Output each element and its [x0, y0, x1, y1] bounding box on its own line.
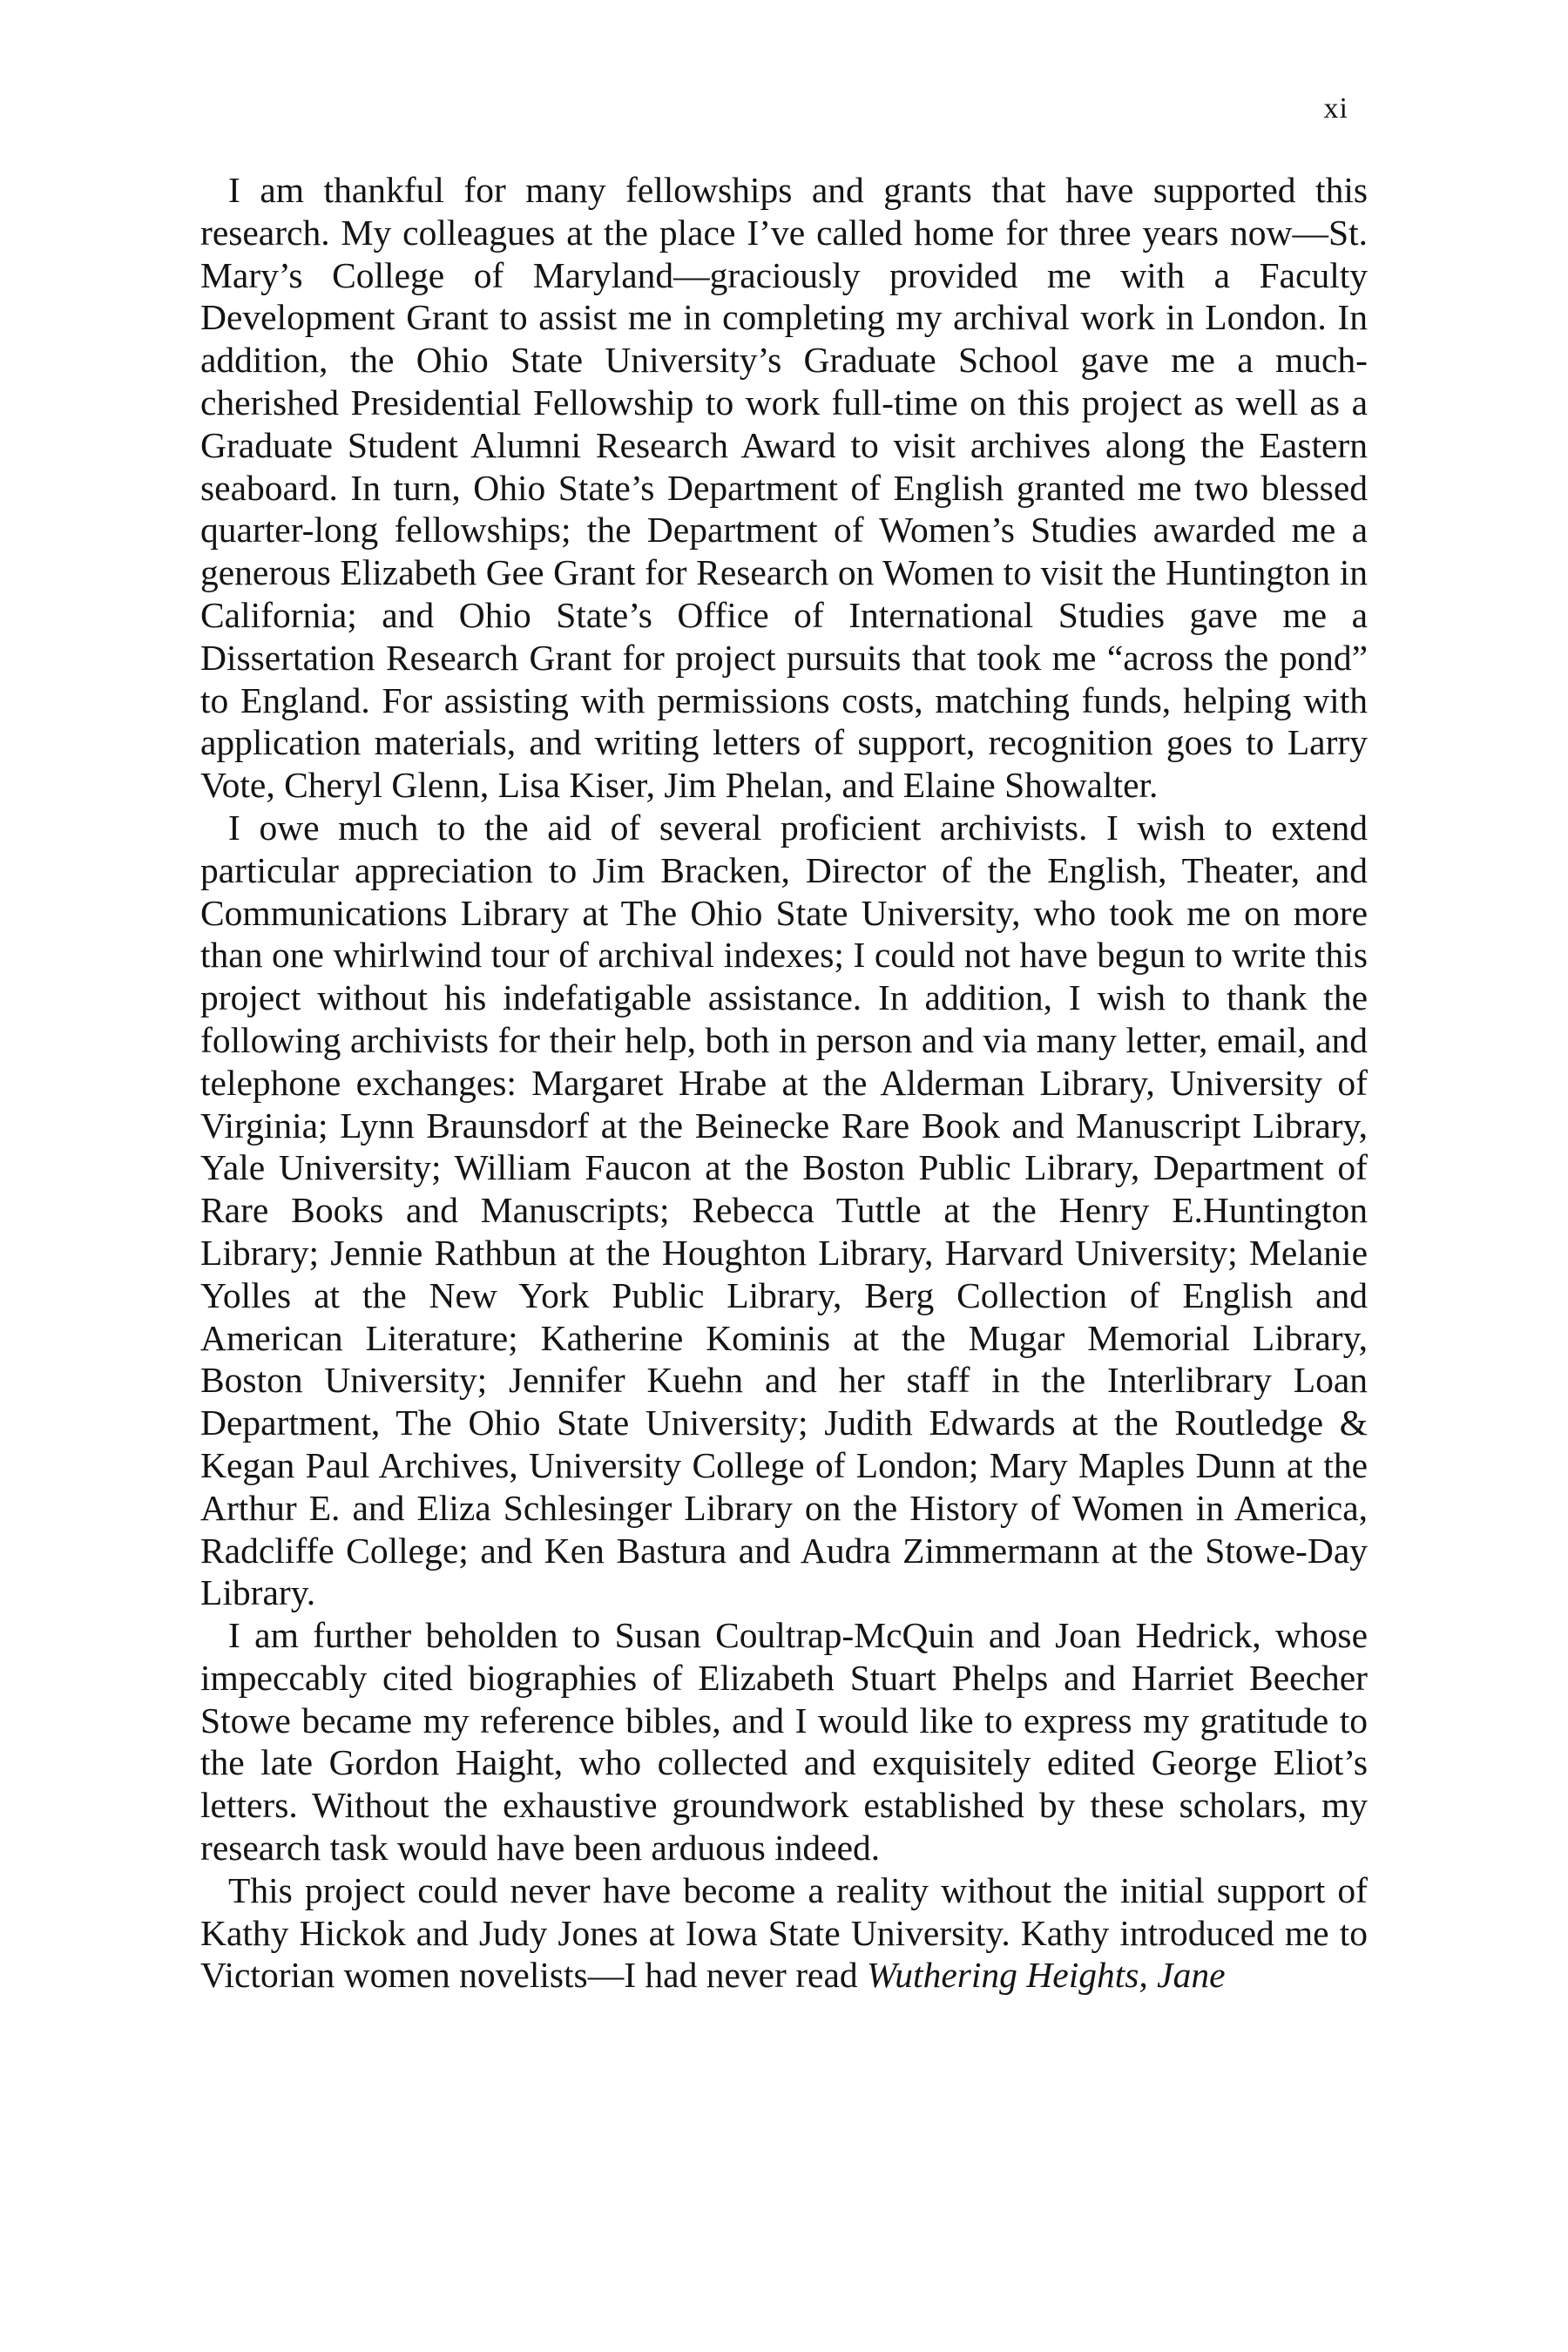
paragraph-fellowships: I am thankful for many fellowships and grants that have supported this research. My colleagues at the place I’ve called home for three years now—St. Mary’s College of Maryland—graciously provided me with a Faculty Development Grant to assist me in completing my archival work in London. In addition, the Ohio State University’s Graduate School gave me a much-cherished Presidential Fellowship to work full-time on this project as well as a Graduate Student Alumni Research Award to visit archives along the Eastern seaboard. In turn, Ohio State’s Department of English granted me two blessed quarter-long fellowships; the Department of Women’s Studies awarded me a generous Elizabeth Gee Grant for Research on Women to visit the Huntington in California; and Ohio State’s Office of International Studies gave me a Dissertation Research Grant for project pursuits that took me “across the pond” to England. For assisting with permissions costs, matching funds, helping with application materials, and writing letters of support, recognition goes to Larry Vote, Cheryl Glenn, Lisa Kiser, Jim Phelan, and Elaine Showalter.: [200, 170, 1368, 806]
body-text: [200, 169, 1368, 1997]
paragraph-biographers: I am further beholden to Susan Coultrap-McQuin and Joan Hedrick, whose impeccably cited biographies of Elizabeth Stuart Phelps and Harriet Beecher Stowe became my reference bibles, and I would like to express my gratitude to the late Gordon Haight, who collected and exquisitely edited George Eliot’s letters. Without the exhaustive groundwork established by these scholars, my research task would have been arduous indeed.: [200, 1615, 1368, 1869]
paragraph-archivists: I owe much to the aid of several proficient archivists. I wish to extend particular appreciation to Jim Bracken, Director of the English, Theater, and Communications Library at The Ohio State University, who took me on more than one whirlwind tour of archival indexes; I could not have begun to write this project without his indefatigable assistance. In addition, I wish to thank the following archivists for their help, both in person and via many letter, email, and telephone exchanges: Margaret Hrabe at the Alderman Library, University of Virginia; Lynn Braunsdorf at the Beinecke Rare Book and Manuscript Library, Yale University; William Faucon at the Boston Public Library, Department of Rare Books and Manuscripts; Rebecca Tuttle at the Henry E.Huntington Library; Jennie Rathbun at the Houghton Library, Harvard University; Melanie Yolles at the New York Public Library, Berg Collection of English and American Literature; Katherine Kominis at the Mugar Memorial Library, Boston University; Jennifer Kuehn and her staff in the Interlibrary Loan Department, The Ohio State University; Judith Edwards at the Routledge & Kegan Paul Archives, University College of London; Mary Maples Dunn at the Arthur E. and Eliza Schlesinger Library on the History of Women in America, Radcliffe College; and Ken Bastura and Audra Zimmermann at the Stowe-Day Library.: [200, 807, 1368, 1613]
book-title-italic: Wuthering Heights, Jane: [867, 1955, 1226, 1996]
paragraph-initial-support: [200, 1869, 1368, 1997]
paragraph-initial-support-text: This project could never have become a reality without the initial support of Kathy Hickok and Judy Jones at Iowa State University. Kathy introduced me to Victorian women novelists—I had never read: [200, 1869, 1368, 1996]
page-number: xi: [1323, 92, 1348, 125]
